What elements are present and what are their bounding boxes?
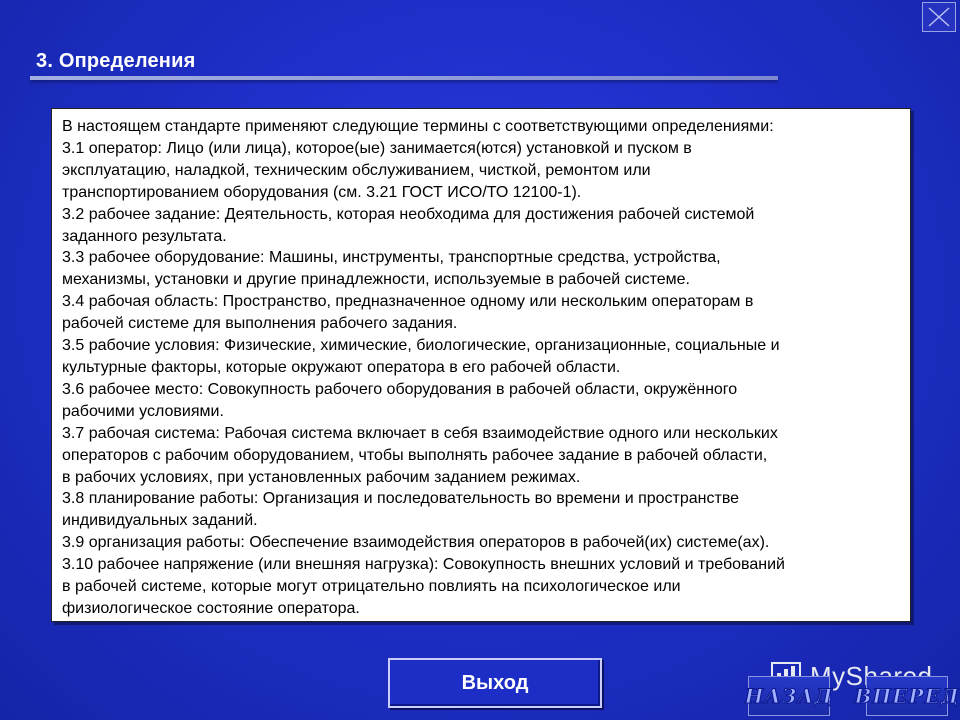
back-button[interactable] (744, 676, 834, 716)
text-line: заданного результата. (62, 227, 227, 245)
text-line: в рабочей системе, которые могут отрицательно повлиять на психологическое или (62, 578, 681, 596)
text-line: 3.7 рабочая система: Рабочая система включает в себя взаимодействие одного или нескольких (62, 424, 778, 442)
title-divider (30, 76, 778, 80)
text-line: 3.5 рабочие условия: Физические, химические, биологические, организационные, социальные и (62, 337, 780, 355)
slide-title: 3. Определения (36, 50, 196, 72)
text-line: механизмы, установки и другие принадлежности, используемые в рабочей системе. (62, 271, 690, 289)
text-line: 3.3 рабочее оборудование: Машины, инструменты, транспортные средства, устройства, (62, 249, 721, 267)
text-line: 3.8 планирование работы: Организация и последовательность во времени и пространстве (62, 490, 740, 508)
text-line: индивидуальных заданий. (62, 512, 258, 530)
exit-button[interactable]: Выход (388, 658, 602, 708)
text-line: физиологическое состояние оператора. (62, 599, 360, 617)
text-line: 3.6 рабочее место: Совокупность рабочего оборудования в рабочей области, окружённого (62, 380, 738, 398)
definitions-text-box (51, 108, 911, 622)
text-line: операторов с рабочим оборудованием, чтобы выполнять рабочее задание в рабочей области, (62, 446, 768, 464)
text-line: культурные факторы, которые окружают оператора в его рабочей области. (62, 358, 621, 376)
text-line: В настоящем стандарте применяют следующие термины с соответствующими определениями: (62, 118, 774, 135)
text-line: рабочей системе для выполнения рабочего задания. (62, 315, 458, 333)
forward-label: ВПЕРЕД (854, 684, 960, 708)
text-line: 3.10 рабочее напряжение (или внешняя нагрузка): Совокупность внешних условий и требований (62, 556, 785, 574)
text-line: транспортированием оборудования (см. 3.21 ГОСТ ИСО/ТО 12100-1). (62, 183, 582, 201)
back-label: НАЗАД (744, 684, 834, 708)
text-line: эксплуатацию, наладкой, техническим обслуживанием, чисткой, ремонтом или (62, 161, 651, 179)
close-button[interactable] (922, 2, 956, 32)
text-line: 3.1 оператор: Лицо (или лица), которое(ые) занимается(ются) установкой и пуском в (62, 139, 692, 157)
forward-button[interactable] (854, 676, 960, 716)
text-line: в рабочих условиях, при установленных рабочим заданием режимах. (62, 468, 581, 486)
text-line: 3.2 рабочее задание: Деятельность, которая необходима для достижения рабочей системой (62, 205, 755, 223)
text-line: 3.9 организация работы: Обеспечение взаимодействия операторов в рабочей(их) системе(ах). (62, 534, 770, 552)
text-line: 3.4 рабочая область: Пространство, предназначенное одному или нескольким операторам в (62, 293, 754, 311)
text-line: рабочими условиями. (62, 402, 224, 420)
close-icon (923, 3, 955, 31)
